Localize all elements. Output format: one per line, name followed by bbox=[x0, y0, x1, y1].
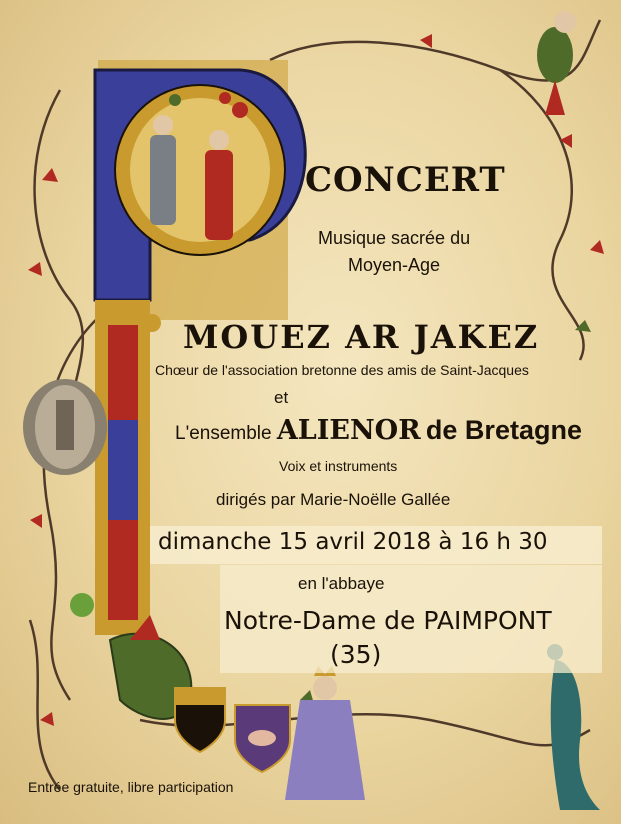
choir-description: Chœur de l'association bretonne des amis de Saint-Jacques bbox=[155, 362, 529, 378]
bird-icon bbox=[537, 11, 576, 115]
subtitle-line2: Moyen-Age bbox=[348, 255, 441, 275]
shield-fist-icon bbox=[175, 688, 225, 752]
shield-boar-icon bbox=[235, 705, 290, 772]
ensemble-name: ALIENOR bbox=[276, 415, 421, 446]
crown-icon bbox=[143, 314, 161, 332]
letter-p-illumination-icon bbox=[95, 60, 305, 320]
footer-note: Entrée gratuite, libre participation bbox=[28, 779, 234, 795]
conductor-line: dirigés par Marie-Noëlle Gallée bbox=[216, 490, 451, 509]
date-line: dimanche 15 avril 2018 à 16 h 30 bbox=[158, 529, 548, 555]
subtitle-line1: Musique sacrée du bbox=[318, 228, 471, 248]
ensemble-line bbox=[175, 415, 582, 446]
venue-name: Notre-Dame de PAIMPONT bbox=[224, 606, 552, 635]
ensemble-prefix: L'ensemble bbox=[175, 423, 272, 444]
ensemble-suffix: de Bretagne bbox=[425, 415, 582, 445]
connector-text: et bbox=[274, 388, 289, 407]
concert-title: CONCERT bbox=[305, 160, 506, 200]
choir-name: MOUEZ AR JAKEZ bbox=[183, 318, 540, 356]
letter-p-column bbox=[95, 300, 150, 635]
department-number: (35) bbox=[330, 640, 382, 669]
venue-prefix: en l'abbaye bbox=[298, 574, 385, 593]
queen-figure-icon bbox=[285, 666, 365, 800]
ensemble-description: Voix et instruments bbox=[279, 458, 398, 474]
statue-photo bbox=[23, 379, 107, 475]
